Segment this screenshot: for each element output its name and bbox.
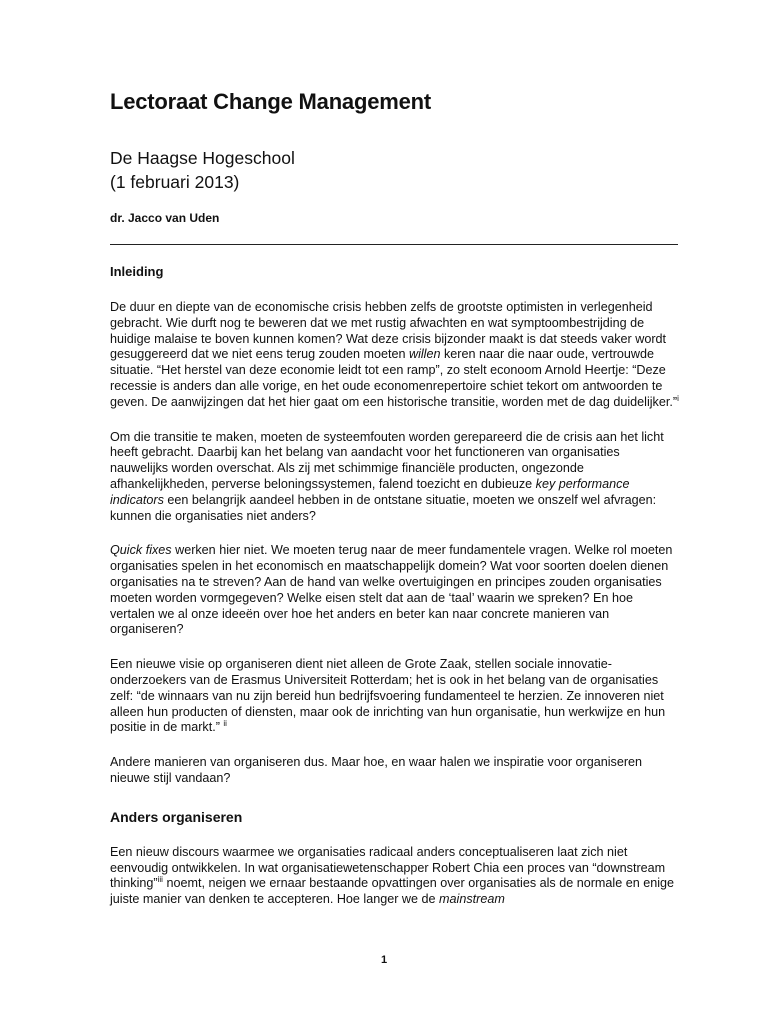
paragraph — [110, 657, 680, 736]
page-number: 1 — [380, 954, 388, 966]
paragraph: Andere manieren van organiseren dus. Maar hoe, en waar halen we inspiratie voor organiseren nieuwe stijl vandaan? — [110, 755, 643, 785]
paragraph-text: Een nieuw discours waarmee we organisaties radicaal anders conceptualiseren laat zich niet eenvoudig ontwikkelen. In wat organisatiewetenschapper Robert Chia een proces van “downstream thinking” — [110, 844, 666, 891]
emphasis-text: mainstream — [439, 892, 505, 907]
paragraph — [110, 300, 680, 411]
emphasis-text: willen — [408, 347, 441, 362]
page-content — [110, 88, 680, 908]
footnote-ref: ii — [223, 719, 227, 729]
institution-block — [110, 146, 680, 194]
section-heading-inleiding: Inleiding — [110, 264, 164, 279]
section-body-inleiding — [110, 300, 680, 787]
paragraph-text: Een nieuwe visie op organiseren dient niet alleen de Grote Zaak, stellen sociale innovatie-onderzoekers van de Erasmus Universiteit Rotterdam; het is ook in het belang van de organisaties zelf: “de winnaars van nu zijn bereid hun bedrijfsvoering fundamenteel te herzien. Ze innoveren niet alleen hun producten of diensten, maar ook de inrichting van hun organisatie, hun werkwijze en hun positie in de markt.” — [110, 657, 666, 735]
paragraph — [110, 430, 680, 525]
section-heading-anders-organiseren: Anders organiseren — [110, 808, 243, 825]
paragraph-text: noemt, neigen we ernaar bestaande opvattingen over organisaties als de normale en enige juiste manier van denken te accepteren. Hoe langer we de — [110, 876, 675, 907]
emphasis-text: Quick fixes — [110, 543, 172, 558]
paragraph — [110, 543, 680, 638]
paragraph — [110, 845, 680, 908]
paragraph-text: werken hier niet. We moeten terug naar de meer fundamentele vragen. Welke rol moeten organisaties spelen in het economisch en maatschappelijk domein? Wat voor soorten doelen dienen organisaties na te streven? Aan de hand van welke overtuigingen en principes zouden organisaties moeten worden vormgegeven? Welke eisen stelt dat aan de ‘taal’ waarin we spreken? En hoe vertalen we al onze ideeën over hoe het anders en beter kan naar concrete manieren van organiseren? — [110, 543, 673, 637]
horizontal-divider — [110, 244, 678, 245]
paragraph-text: een belangrijk aandeel hebben in de ontstane situatie, moeten we onszelf wel afvragen: kunnen die organisaties niet anders? — [110, 492, 657, 523]
institution-name: De Haagse Hogeschool — [110, 148, 295, 168]
paragraph-text: keren naar die naar oude, vertrouwde situatie. “Het herstel van deze economie leidt tot een ramp”, zo stelt econoom Arnold Heertje: “Deze recessie is anders dan alle vorige, en het oude economenrepertoire schiet tekort om antwoorden te geven. De aanwijzingen dat het hier gaat om een historische transitie, worden met de dag duidelijker.” — [110, 347, 678, 409]
paragraph-text: De duur en diepte van de economische crisis hebben zelfs de grootste optimisten in verlegenheid gebracht. Wie durft nog te beweren dat we met rustig afwachten en wat symptoombestrijding de huidige malaise te boven kunnen komen? Wat deze crisis bijzonder maakt is dat steeds vaker wordt gesuggereerd dat we niet eens terug zouden moeten — [110, 300, 667, 362]
document-date: (1 februari 2013) — [110, 172, 240, 192]
paragraph-text: Om die transitie te maken, moeten de systeemfouten worden gerepareerd die de crisis aan het licht heeft gebracht. Daarbij kan het belang van aandacht voor het functioneren van organisaties nauwelijks worden overschat. Als zij met schimmige financiële producten, ongezonde afhankelijkheden, perverse beloningssystemen, falend toezicht en dubieuze — [110, 429, 664, 491]
author-name: dr. Jacco van Uden — [110, 211, 220, 225]
emphasis-text: key performance indicators — [110, 476, 630, 507]
footnote-ref: iii — [157, 875, 163, 885]
document-title: Lectoraat Change Management — [110, 89, 432, 114]
footnote-ref: i — [677, 393, 679, 403]
